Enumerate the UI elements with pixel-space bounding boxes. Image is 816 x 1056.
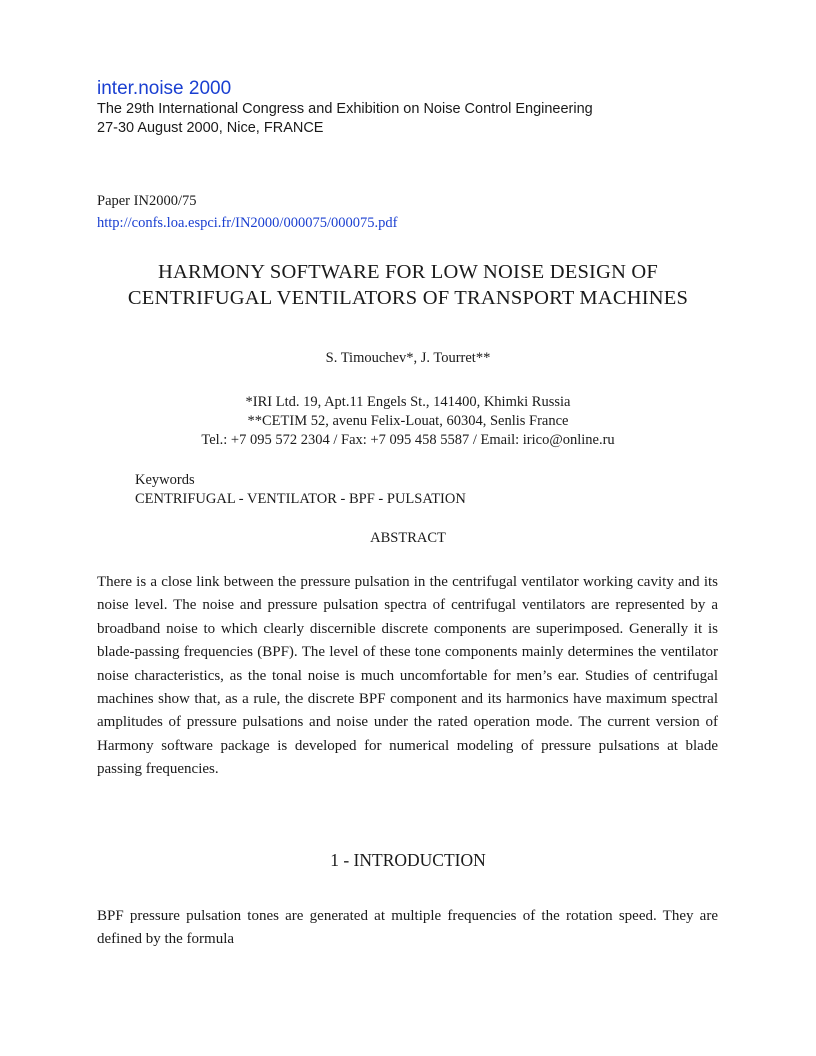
contact-info: Tel.: +7 095 572 2304 / Fax: +7 095 458 5587 / Email: irico@online.ru — [201, 432, 615, 448]
conference-name: inter.noise 2000 — [97, 78, 232, 99]
keywords-list: CENTRIFUGAL - VENTILATOR - BPF - PULSATION — [135, 491, 466, 507]
paper-id: Paper IN2000/75 — [97, 193, 197, 209]
affiliation-2: **CETIM 52, avenu Felix-Louat, 60304, Senlis France — [247, 413, 569, 429]
introduction-heading: 1 - INTRODUCTION — [330, 850, 486, 870]
abstract-heading: ABSTRACT — [370, 530, 446, 546]
paper-url-link[interactable]: http://confs.loa.espci.fr/IN2000/000075/000075.pdf — [97, 215, 398, 231]
conference-date-location: 27-30 August 2000, Nice, FRANCE — [97, 120, 324, 136]
keywords-label: Keywords — [135, 472, 195, 488]
authors: S. Timouchev*, J. Tourret** — [325, 350, 491, 366]
introduction-text: BPF pressure pulsation tones are generated at multiple frequencies of the rotation speed. They are defined by the formula — [97, 908, 718, 948]
conference-full-title: The 29th International Congress and Exhibition on Noise Control Engineering — [97, 101, 593, 117]
abstract-text: There is a close link between the pressure pulsation in the centrifugal ventilator working cavity and its noise level. The noise and pressure pulsation spectra of centrifugal ventilators are represented by a broadband noise to which clearly discernible discrete components are superimposed. Generally it is blade-passing frequencies (BPF). The level of these tone components mainly determines the ventilator noise characteristics, as the tonal noise is much uncomfortable for men’s ear. Studies of centrifugal machines show that, as a rule, the discrete BPF component and its harmonics have maximum spectral amplitudes of pressure pulsations and noise under the rated operation mode. The current version of Harmony software package is developed for numerical modeling of pressure pulsations at blade passing frequencies. — [97, 574, 718, 778]
affiliation-1: *IRI Ltd. 19, Apt.11 Engels St., 141400, Khimki Russia — [245, 394, 571, 410]
paper-title: HARMONY SOFTWARE FOR LOW NOISE DESIGN OF CENTRIFUGAL VENTILATORS OF TRANSPORT MACHINES — [127, 261, 689, 309]
